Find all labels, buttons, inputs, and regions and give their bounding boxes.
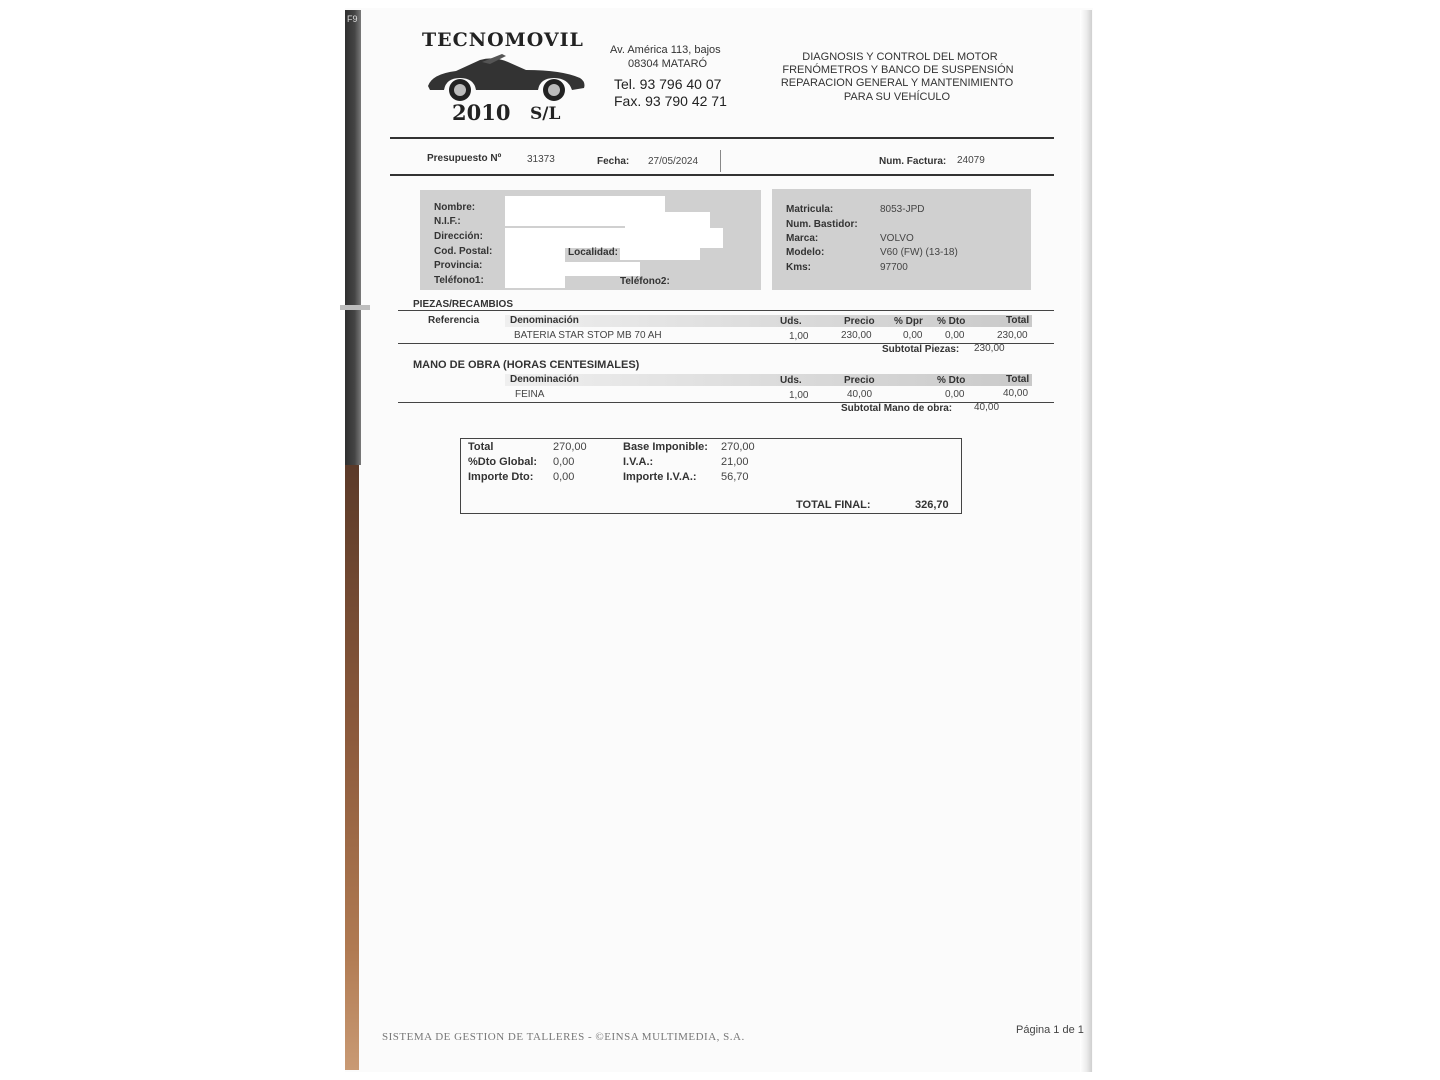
col-referencia: Referencia (428, 315, 480, 326)
mo-denominacion: FEINA (515, 389, 545, 400)
address-line-2: 08304 MATARÓ (628, 58, 708, 70)
mo-col-total: Total (1006, 374, 1030, 385)
importe-iva-value: 56,70 (721, 471, 749, 483)
fecha-box-edge (720, 150, 721, 172)
bastidor-label: Num. Bastidor: (786, 219, 858, 230)
mo-col-denominacion: Denominación (510, 374, 579, 385)
importe-dto-label: Importe Dto: (468, 471, 534, 483)
piezas-title-wrap (410, 299, 540, 307)
presupuesto-label: Presupuesto Nº (427, 153, 502, 164)
marca-value: VOLVO (880, 233, 914, 244)
pieza-uds: 1,00 (789, 331, 809, 342)
scan-edge-wood (345, 465, 359, 1070)
modelo-value: V60 (FW) (13-18) (880, 247, 958, 258)
total-final-value: 326,70 (915, 499, 949, 511)
fecha-value: 27/05/2024 (648, 156, 699, 167)
subtotal-mo-value: 40,00 (974, 402, 1000, 413)
mo-total: 40,00 (1003, 388, 1029, 399)
page-number: Página 1 de 1 (1016, 1024, 1084, 1036)
piezas-divider (398, 310, 1054, 311)
company-name: TECNOMOVIL (422, 29, 584, 51)
pieza-precio: 230,00 (841, 330, 872, 341)
marca-label: Marca: (786, 233, 819, 244)
document-sheet (345, 8, 1093, 1072)
fecha-label: Fecha: (597, 156, 630, 167)
dto-global-value: 0,00 (553, 456, 575, 468)
mano-obra-bottom-divider (398, 402, 1054, 403)
pieza-denominacion: BATERIA STAR STOP MB 70 AH (514, 330, 662, 341)
car-logo-icon (422, 50, 588, 102)
col-denominacion: Denominación (510, 315, 579, 326)
total-label: Total (468, 441, 494, 453)
scan-edge-right (1080, 10, 1092, 1072)
fax: Fax. 93 790 42 71 (614, 93, 727, 109)
company-year: 2010 (452, 100, 511, 125)
nif-label: N.I.F.: (434, 216, 461, 227)
matricula-value: 8053-JPD (880, 204, 925, 215)
col-dto: % Dto (937, 316, 966, 327)
header-divider (390, 137, 1054, 139)
mo-col-precio: Precio (844, 375, 875, 386)
service-line-1: DIAGNOSIS Y CONTROL DEL MOTOR (802, 51, 998, 63)
base-imponible-label: Base Imponible: (623, 441, 708, 453)
pieza-dto: 0,00 (945, 330, 965, 341)
piezas-title: PIEZAS/RECAMBIOS (413, 299, 514, 307)
nombre-label: Nombre: (434, 202, 476, 213)
total-value: 270,00 (553, 441, 587, 453)
redaction (625, 212, 710, 228)
scan-edge-left (345, 10, 361, 465)
col-uds: Uds. (780, 316, 802, 327)
iva-label: I.V.A.: (623, 456, 654, 468)
redaction (620, 246, 700, 260)
telefono1-label: Teléfono1: (434, 275, 484, 286)
kms-value: 97700 (880, 262, 908, 273)
address-line-1: Av. América 113, bajos (610, 44, 721, 56)
factura-label: Num. Factura: (879, 156, 947, 167)
base-imponible-value: 270,00 (721, 441, 755, 453)
service-line-3: REPARACION GENERAL Y MANTENIMIENTO (780, 77, 1014, 89)
importe-iva-label: Importe I.V.A.: (623, 471, 697, 483)
modelo-label: Modelo: (786, 247, 825, 258)
localidad-label: Localidad: (568, 247, 619, 258)
subtotal-piezas-value: 230,00 (974, 343, 1005, 354)
totals-box (460, 438, 962, 514)
col-total: Total (1006, 315, 1030, 326)
total-final-label: TOTAL FINAL: (796, 499, 871, 511)
software-footer: SISTEMA DE GESTION DE TALLERES - ©EINSA MULTIMEDIA, S.A. (382, 1031, 745, 1043)
mo-uds: 1,00 (789, 390, 809, 401)
subtotal-piezas-label: Subtotal Piezas: (882, 344, 960, 355)
col-precio: Precio (844, 316, 875, 327)
redaction (505, 228, 723, 248)
service-line-4: PARA SU VEHÍCULO (843, 91, 951, 103)
redaction (505, 212, 625, 226)
telefono2-label: Teléfono2: (620, 276, 670, 287)
pieza-dpr: 0,00 (903, 330, 923, 341)
telephone: Tel. 93 796 40 07 (614, 76, 722, 92)
mo-col-dto: % Dto (937, 375, 966, 386)
mo-dto: 0,00 (945, 389, 965, 400)
mo-col-uds: Uds. (780, 375, 802, 386)
redaction (540, 262, 640, 276)
company-suffix: S/L (530, 104, 561, 124)
iva-value: 21,00 (721, 456, 749, 468)
factura-value: 24079 (957, 155, 985, 166)
mano-obra-title: MANO DE OBRA (HORAS CENTESIMALES) (413, 359, 640, 371)
importe-dto-value: 0,00 (553, 471, 575, 483)
subtotal-mo-label: Subtotal Mano de obra: (841, 403, 953, 414)
paper-clip (340, 305, 370, 310)
provincia-label: Provincia: (434, 260, 483, 271)
info-divider (390, 174, 1054, 176)
service-line-2: FRENÓMETROS Y BANCO DE SUSPENSIÓN (782, 64, 1014, 76)
matricula-label: Matricula: (786, 204, 834, 215)
cp-label: Cod. Postal: (434, 246, 493, 257)
direccion-label: Dirección: (434, 231, 483, 242)
pieza-total: 230,00 (997, 330, 1028, 341)
presupuesto-value: 31373 (527, 154, 555, 165)
edge-label: F9 (347, 14, 358, 24)
col-dpr: % Dpr (894, 316, 923, 327)
kms-label: Kms: (786, 262, 812, 273)
mo-precio: 40,00 (847, 389, 873, 400)
dto-global-label: %Dto Global: (468, 456, 538, 468)
